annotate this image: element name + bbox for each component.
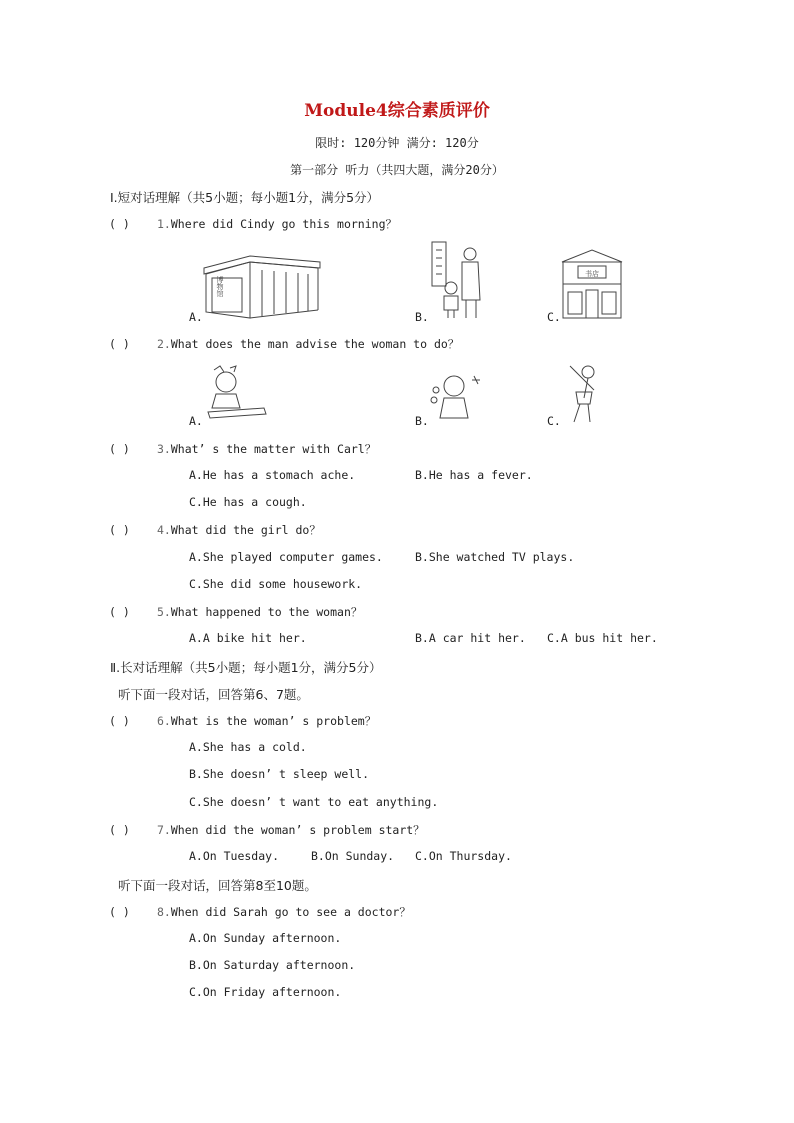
option-8c[interactable]: C.On Friday afternoon. xyxy=(189,985,342,999)
part-heading: 第一部分 听力（共四大题，满分20分） xyxy=(290,163,504,177)
option-4a[interactable]: A.She played computer games. xyxy=(189,550,383,564)
answer-blank[interactable]: ( ) xyxy=(109,523,130,537)
page-title: Module4综合素质评价 xyxy=(304,101,490,121)
option-5a[interactable]: A.A bike hit her. xyxy=(189,631,307,645)
option-2b[interactable]: B. xyxy=(415,414,429,428)
listening-note-1: 听下面一段对话，回答第6、7题。 xyxy=(118,687,309,702)
option-2c[interactable]: C. xyxy=(547,414,561,428)
option-3a[interactable]: A.He has a stomach ache. xyxy=(189,468,356,482)
option-8a[interactable]: A.On Sunday afternoon. xyxy=(189,931,342,945)
option-7b[interactable]: B.On Sunday. xyxy=(311,849,395,863)
option-2a[interactable]: A. xyxy=(189,414,203,428)
option-8b[interactable]: B.On Saturday afternoon. xyxy=(189,958,356,972)
option-1c[interactable]: C. xyxy=(547,310,561,324)
option-4b[interactable]: B.She watched TV plays. xyxy=(415,550,575,564)
svg-text:博物馆: 博物馆 xyxy=(216,276,224,297)
svg-text:书店: 书店 xyxy=(585,270,599,278)
museum-image xyxy=(200,248,325,320)
option-1a[interactable]: A. xyxy=(189,310,203,324)
girl-at-computer-image xyxy=(204,364,268,422)
answer-blank[interactable]: ( ) xyxy=(109,337,130,351)
question-6: ( ) 6.What is the woman’ s problem？ xyxy=(109,714,377,728)
answer-blank[interactable]: ( ) xyxy=(109,905,130,919)
answer-blank[interactable]: ( ) xyxy=(109,442,130,456)
option-1b[interactable]: B. xyxy=(415,310,429,324)
question-8: ( ) 8.When did Sarah go to see a doctor？ xyxy=(109,905,411,919)
option-3b[interactable]: B.He has a fever. xyxy=(415,468,533,482)
listening-note-2: 听下面一段对话，回答第8至10题。 xyxy=(118,878,317,893)
bookstore-image xyxy=(560,248,624,320)
option-6a[interactable]: A.She has a cold. xyxy=(189,740,307,754)
option-5c[interactable]: C.A bus hit her. xyxy=(547,631,658,645)
question-7: ( ) 7.When did the woman’ s problem start？ xyxy=(109,823,425,837)
woman-exercising-image xyxy=(562,360,606,426)
section-2-heading: Ⅱ.长对话理解（共5小题；每小题1分，满分5分） xyxy=(110,660,382,675)
eye-exam-image xyxy=(428,240,488,320)
question-3: ( ) 3.What’ s the matter with Carl？ xyxy=(109,442,377,456)
answer-blank[interactable]: ( ) xyxy=(109,217,130,231)
question-1: ( ) 1.Where did Cindy go this morning？ xyxy=(109,217,397,231)
option-5b[interactable]: B.A car hit her. xyxy=(415,631,526,645)
answer-blank[interactable]: ( ) xyxy=(109,714,130,728)
answer-blank[interactable]: ( ) xyxy=(109,605,130,619)
option-7c[interactable]: C.On Thursday. xyxy=(415,849,512,863)
girl-thinking-image xyxy=(428,370,484,422)
question-5: ( ) 5.What happened to the woman？ xyxy=(109,605,363,619)
section-1-heading: Ⅰ.短对话理解（共5小题；每小题1分，满分5分） xyxy=(110,190,380,205)
option-6b[interactable]: B.She doesn’ t sleep well. xyxy=(189,767,370,781)
option-7a[interactable]: A.On Tuesday. xyxy=(189,849,280,863)
option-4c[interactable]: C.She did some housework. xyxy=(189,577,363,591)
time-limit: 限时: 120分钟 满分: 120分 xyxy=(315,136,479,150)
option-3c[interactable]: C.He has a cough. xyxy=(189,495,307,509)
question-2: ( ) 2.What does the man advise the woman to do？ xyxy=(109,337,460,351)
question-4: ( ) 4.What did the girl do？ xyxy=(109,523,321,537)
option-6c[interactable]: C.She doesn’ t want to eat anything. xyxy=(189,795,439,809)
answer-blank[interactable]: ( ) xyxy=(109,823,130,837)
